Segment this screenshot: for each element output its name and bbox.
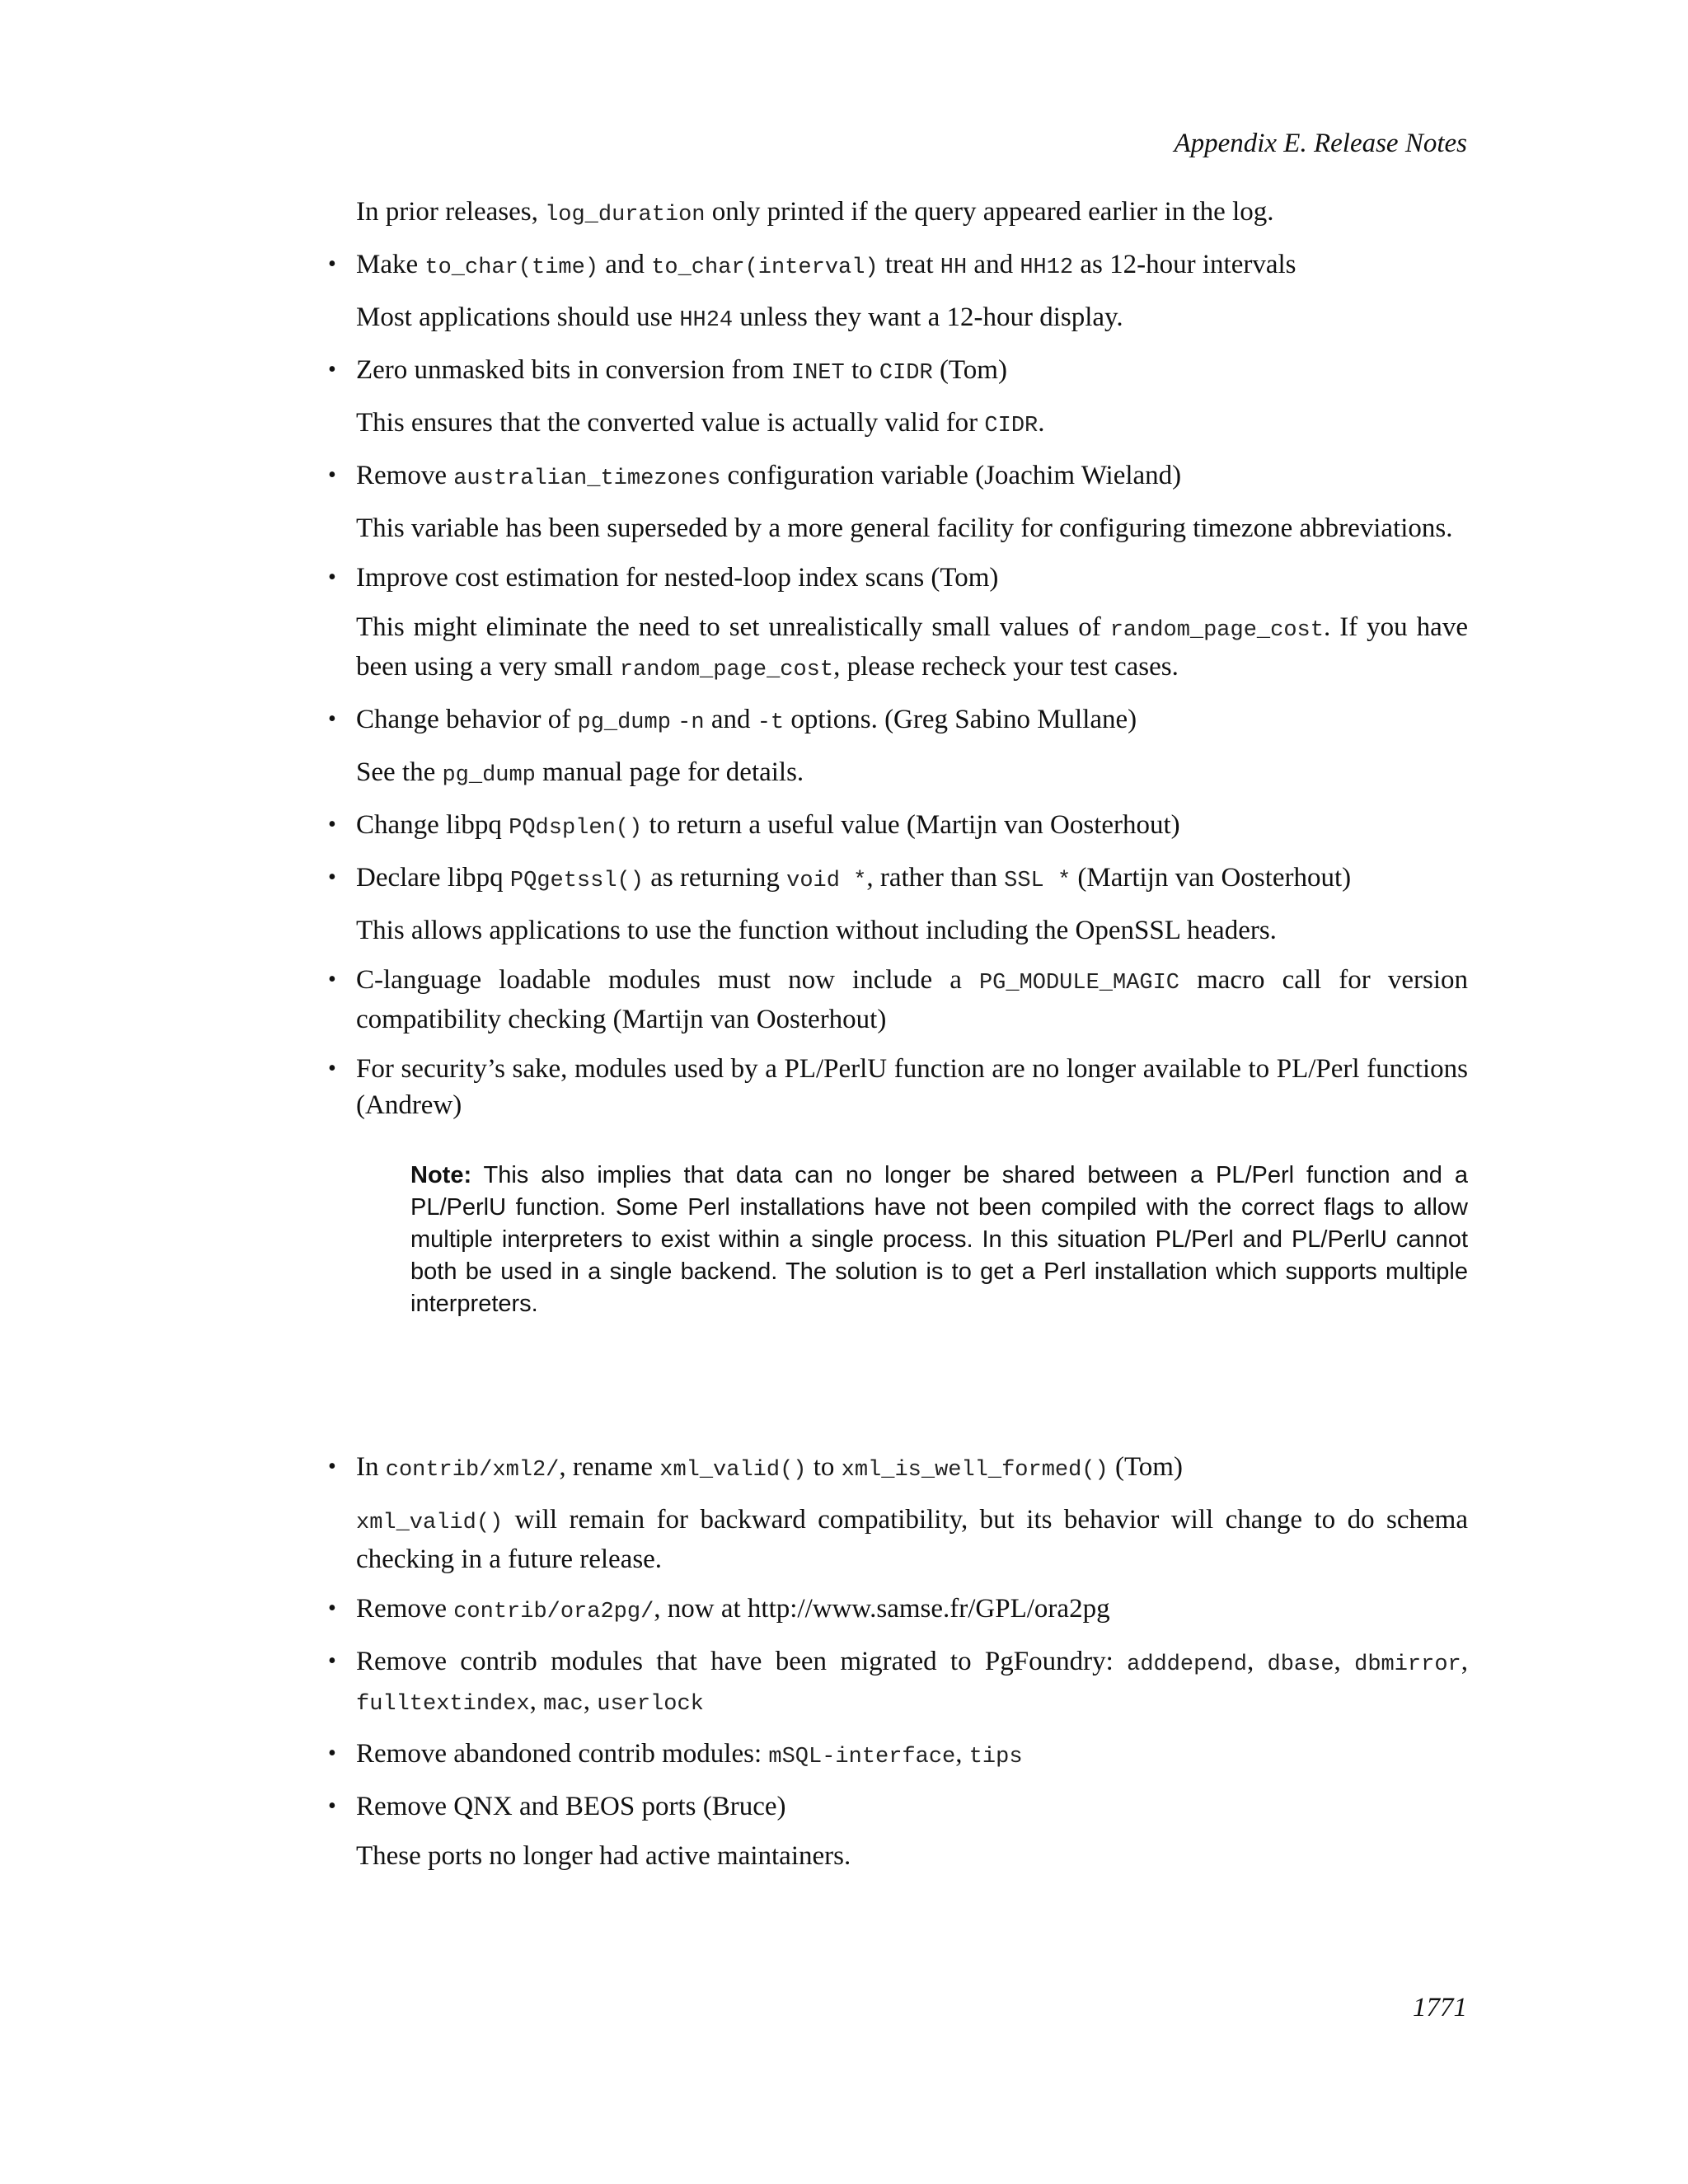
note-text: This also implies that data can no longer be shared between a PL/Perl function and a PL/PerlU function. Some Perl installations have not been compiled with the correct flags to allow multiple interpreters to exist within a single process. In this situation PL/Perl and PL/PerlU cannot both be used in a single backend. The solution is to get a Perl installation which supports multiple interpreters. xyxy=(410,1162,1468,1317)
page-number: 1771 xyxy=(1413,1993,1467,2022)
bullet: • xyxy=(328,565,336,590)
item-description: This might eliminate the need to set unrealistically small values of random_page_cost. If you have been using a very small random_page_cost, please recheck your test cases. xyxy=(356,612,1468,682)
bullet: • xyxy=(328,706,336,732)
list-item: • C-language loadable modules must now include a PG_MODULE_MAGIC macro call for version compatibility checking (Martijn van Oosterhout) xyxy=(356,962,1468,1038)
bullet: • xyxy=(328,462,336,488)
note-box xyxy=(410,1160,1468,1320)
running-header: Appendix E. Release Notes xyxy=(1174,129,1467,158)
bullet: • xyxy=(328,357,336,382)
list-item: • Make to_char(time) and to_char(interval) treat HH and HH12 as 12-hour intervals xyxy=(356,246,1468,286)
list-item: • Remove australian_timezones configuration variable (Joachim Wieland) xyxy=(356,457,1468,497)
bullet: • xyxy=(328,865,336,890)
list-item: • Remove abandoned contrib modules: mSQL-interface, tips xyxy=(356,1736,1468,1775)
list-item: • Remove QNX and BEOS ports (Bruce) xyxy=(356,1788,1468,1825)
item-description: This allows applications to use the function without including the OpenSSL headers. xyxy=(356,916,1277,945)
list-item: • Remove contrib/ora2pg/, now at http://www.samse.fr/GPL/ora2pg xyxy=(356,1591,1468,1630)
item-description: These ports no longer had active maintainers. xyxy=(356,1841,851,1871)
list-item: • Improve cost estimation for nested-loop index scans (Tom) xyxy=(356,560,1468,596)
note-label: Note: xyxy=(410,1162,472,1188)
item-description: See the pg_dump manual page for details. xyxy=(356,757,804,788)
bullet: • xyxy=(328,251,336,277)
bullet: • xyxy=(328,1454,336,1479)
list-item: • Change behavior of pg_dump -n and -t options. (Greg Sabino Mullane) xyxy=(356,701,1468,741)
list-item: • Remove contrib modules that have been migrated to PgFoundry: adddepend, dbase, dbmirror, fulltextindex, mac, userlock xyxy=(356,1643,1468,1722)
bullet: • xyxy=(328,1596,336,1621)
spacer xyxy=(356,1320,1468,1449)
list-item: • For security’s sake, modules used by a PL/PerlU function are no longer available to PL/Perl functions (Andrew) xyxy=(356,1051,1468,1123)
bullet: • xyxy=(328,1056,336,1081)
release-notes-body xyxy=(328,194,1468,1887)
item-description: Most applications should use HH24 unless they want a 12-hour display. xyxy=(356,302,1123,333)
item-description: This ensures that the converted value is actually valid for CIDR. xyxy=(356,408,1045,438)
list-item: • Zero unmasked bits in conversion from INET to CIDR (Tom) xyxy=(356,352,1468,391)
bullet: • xyxy=(328,1648,336,1674)
list-item: • Declare libpq PQgetssl() as returning void *, rather than SSL * (Martijn van Oosterhout) xyxy=(356,860,1468,899)
item-description: This variable has been superseded by a more general facility for configuring timezone abbreviations. xyxy=(356,513,1453,543)
bullet: • xyxy=(328,812,336,837)
list-item: • Change libpq PQdsplen() to return a useful value (Martijn van Oosterhout) xyxy=(356,807,1468,846)
list-item: • In contrib/xml2/, rename xml_valid() to xml_is_well_formed() (Tom) xyxy=(356,1449,1468,1488)
ora2pg-url: , now at http://www.samse.fr/GPL/ora2pg xyxy=(654,1594,1110,1624)
bullet: • xyxy=(328,1741,336,1766)
item-description: xml_valid() will remain for backward compatibility, but its behavior will change to do schema checking in a future release. xyxy=(356,1505,1468,1574)
bullet: • xyxy=(328,1793,336,1819)
paragraph-log-duration: In prior releases, log_duration only printed if the query appeared earlier in the log. xyxy=(356,197,1274,227)
bullet: • xyxy=(328,967,336,992)
